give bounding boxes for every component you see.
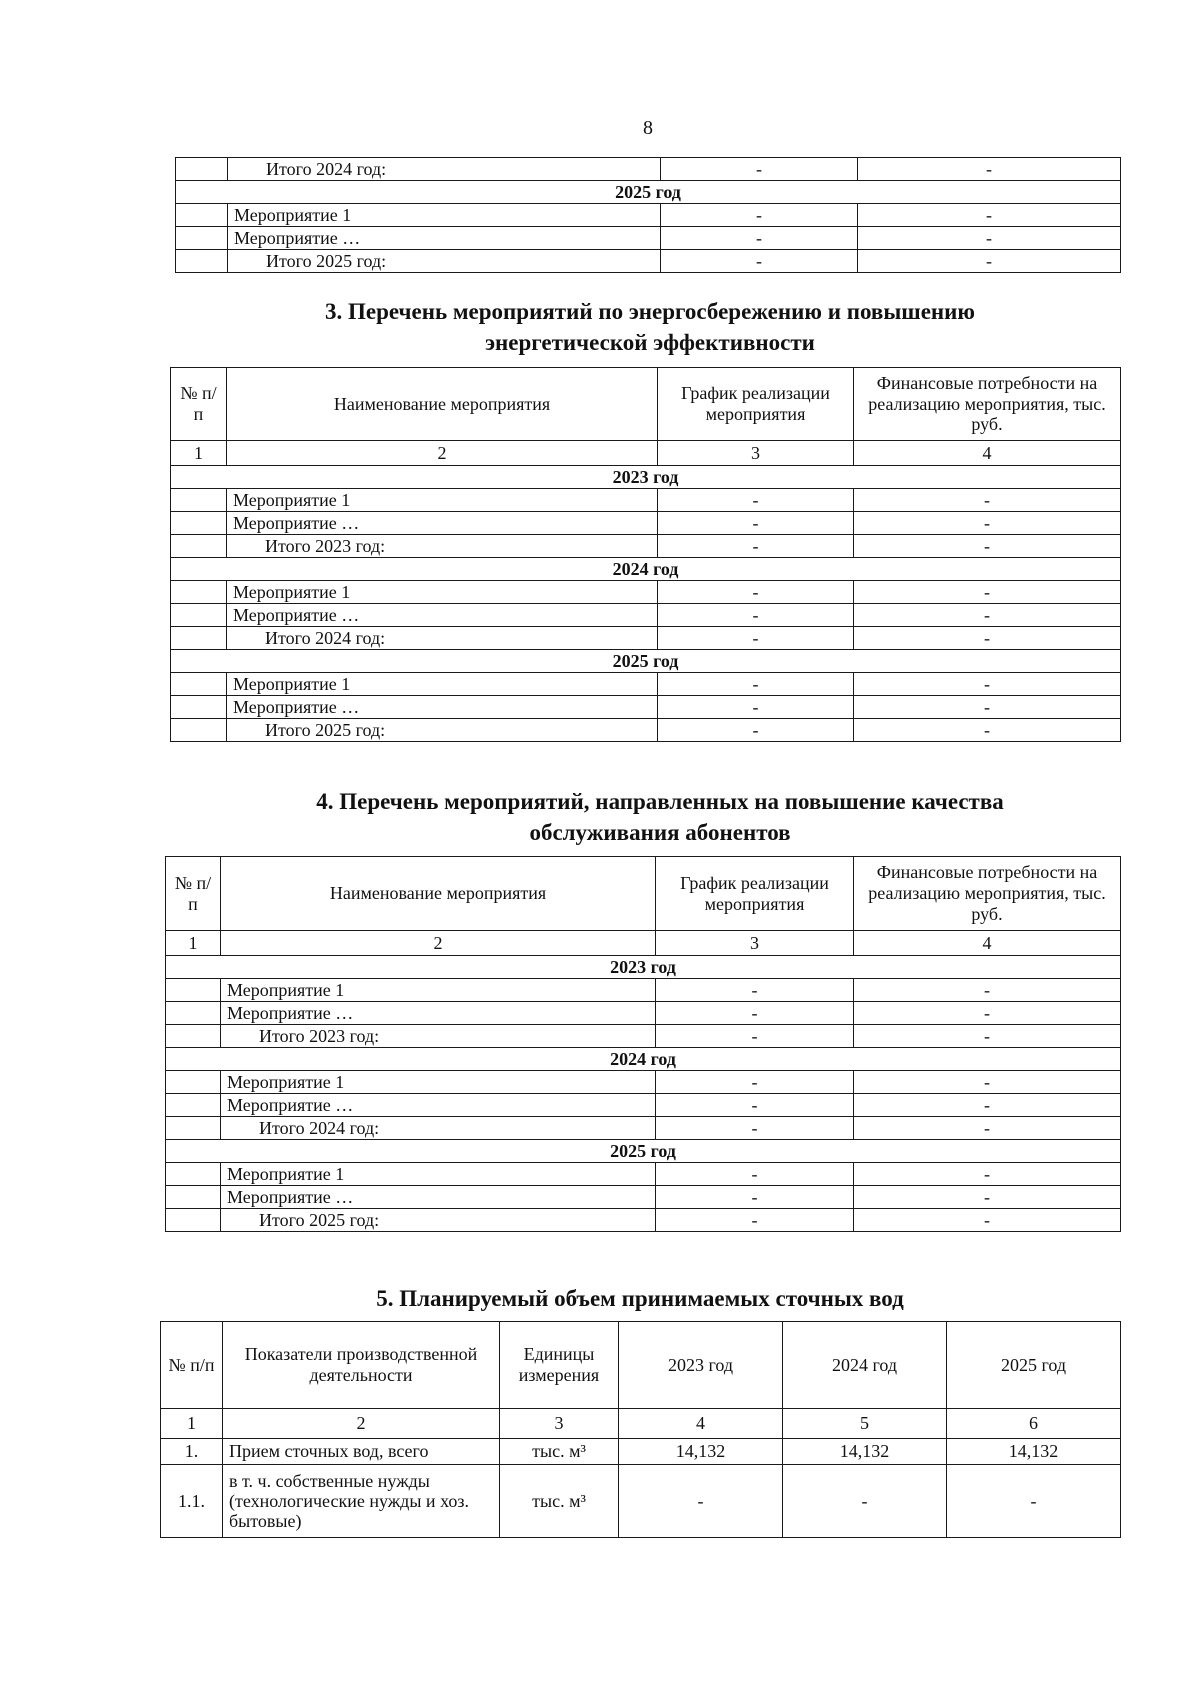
row-number-cell [166, 1071, 221, 1094]
table-row [171, 512, 1121, 535]
row-number-cell [176, 250, 228, 273]
table-row [166, 1163, 1121, 1186]
row-number-cell [166, 979, 221, 1002]
row-number-cell [166, 1117, 221, 1140]
s3-colnum-1: 1 [171, 441, 227, 466]
s5-row2-2023: - [619, 1465, 783, 1538]
finance-cell: - [854, 489, 1121, 512]
s5-row1-2025: 14,132 [947, 1439, 1121, 1465]
table-row [171, 489, 1121, 512]
finance-cell: - [854, 979, 1121, 1002]
schedule-cell: - [658, 535, 854, 558]
row-number-cell [171, 512, 227, 535]
schedule-cell: - [661, 204, 858, 227]
table-row [171, 581, 1121, 604]
schedule-cell: - [656, 1209, 854, 1232]
row-number-cell [166, 1025, 221, 1048]
event-name: Мероприятие 1 [221, 1071, 656, 1094]
event-name: Мероприятие 1 [227, 489, 658, 512]
row-number-cell [171, 719, 227, 742]
row-number-cell [171, 627, 227, 650]
row-number-cell [171, 489, 227, 512]
row-number-cell [171, 535, 227, 558]
table-row [166, 979, 1121, 1002]
s5-colnum-2: 2 [223, 1409, 500, 1439]
table-row [161, 1465, 1121, 1538]
total-label: Итого 2025 год: [221, 1209, 656, 1232]
schedule-cell: - [658, 719, 854, 742]
schedule-cell: - [661, 227, 858, 250]
finance-cell: - [854, 604, 1121, 627]
s5-header-indicator: Показатели производственной деятельности [223, 1322, 500, 1409]
section4-title-line1: 4. Перечень мероприятий, направленных на повышение качества [316, 789, 1004, 814]
s5-row1-unit: тыс. м³ [500, 1439, 619, 1465]
finance-cell: - [854, 581, 1121, 604]
s4-header-num: № п/п [166, 857, 221, 931]
s5-colnum-1: 1 [161, 1409, 223, 1439]
year-label: 2025 год [176, 181, 1121, 204]
table-row [171, 673, 1121, 696]
row-number-cell [166, 1209, 221, 1232]
event-name: Мероприятие … [221, 1094, 656, 1117]
s5-row2-unit: тыс. м³ [500, 1465, 619, 1538]
section3-table [170, 367, 1121, 742]
continuation-table [175, 157, 1121, 273]
s4-colnum-4: 4 [854, 931, 1121, 956]
total-label: Итого 2023 год: [227, 535, 658, 558]
year-row [171, 650, 1121, 673]
schedule-cell: - [658, 604, 854, 627]
schedule-cell: - [656, 979, 854, 1002]
total-label: Итого 2024 год: [221, 1117, 656, 1140]
finance-cell: - [854, 535, 1121, 558]
year-row [166, 1140, 1121, 1163]
s3-colnum-2: 2 [227, 441, 658, 466]
s3-header-schedule: График реализации мероприятия [658, 368, 854, 441]
total-label: Итого 2024 год: [227, 627, 658, 650]
year-row [171, 466, 1121, 489]
schedule-cell: - [658, 673, 854, 696]
finance-cell: - [854, 512, 1121, 535]
year-label: 2023 год [171, 466, 1121, 489]
s5-header-num: № п/п [161, 1322, 223, 1409]
schedule-cell: - [656, 1025, 854, 1048]
row-number-cell [176, 227, 228, 250]
row-number-cell [166, 1186, 221, 1209]
year-row [166, 956, 1121, 979]
finance-cell: - [854, 1094, 1121, 1117]
schedule-cell: - [661, 158, 858, 181]
finance-cell: - [854, 1209, 1121, 1232]
total-label: Итого 2025 год: [227, 719, 658, 742]
finance-cell: - [854, 1163, 1121, 1186]
s5-colnum-6: 6 [947, 1409, 1121, 1439]
table-row [166, 1071, 1121, 1094]
schedule-cell: - [661, 250, 858, 273]
schedule-cell: - [658, 581, 854, 604]
event-name: Мероприятие 1 [221, 979, 656, 1002]
table-row [166, 1094, 1121, 1117]
s4-header-finance: Финансовые потребности на реализацию мероприятия, тыс. руб. [854, 857, 1121, 931]
s5-header-unit: Единицы измерения [500, 1322, 619, 1409]
row-number-cell [171, 696, 227, 719]
event-name: Мероприятие … [227, 696, 658, 719]
event-name: Мероприятие 1 [227, 581, 658, 604]
year-label: 2024 год [171, 558, 1121, 581]
schedule-cell: - [658, 696, 854, 719]
finance-cell: - [854, 696, 1121, 719]
s5-row1-2023: 14,132 [619, 1439, 783, 1465]
s3-header-finance: Финансовые потребности на реализацию мероприятия, тыс. руб. [854, 368, 1121, 441]
total-label: Итого 2023 год: [221, 1025, 656, 1048]
event-name: Мероприятие 1 [227, 673, 658, 696]
finance-cell: - [854, 1117, 1121, 1140]
s3-colnum-4: 4 [854, 441, 1121, 466]
event-name: Мероприятие 1 [228, 204, 661, 227]
year-label: 2025 год [171, 650, 1121, 673]
row-number-cell [171, 581, 227, 604]
s3-header-num: № п/п [171, 368, 227, 441]
page-number-text: 8 [643, 117, 653, 139]
total-label: Итого 2025 год: [228, 250, 661, 273]
table-row [176, 204, 1121, 227]
schedule-cell: - [658, 627, 854, 650]
row-number-cell [171, 673, 227, 696]
total-label: Итого 2024 год: [228, 158, 661, 181]
total-row [176, 158, 1121, 181]
schedule-cell: - [656, 1002, 854, 1025]
section4-table [165, 856, 1121, 1232]
s5-row1-2024: 14,132 [783, 1439, 947, 1465]
finance-cell: - [858, 250, 1121, 273]
finance-cell: - [858, 158, 1121, 181]
section4-title [165, 786, 1155, 848]
s3-header-name: Наименование мероприятия [227, 368, 658, 441]
section3-title-line1: 3. Перечень мероприятий по энергосбережению и повышению [325, 299, 975, 324]
section4-title-line2: обслуживания абонентов [529, 820, 791, 846]
schedule-cell: - [658, 512, 854, 535]
total-row [171, 535, 1121, 558]
s5-row2-indicator: в т. ч. собственные нужды (технологические нужды и хоз. бытовые) [223, 1465, 500, 1538]
schedule-cell: - [656, 1186, 854, 1209]
finance-cell: - [854, 627, 1121, 650]
s4-header-schedule: График реализации мероприятия [656, 857, 854, 931]
row-number-cell [166, 1163, 221, 1186]
finance-cell: - [854, 1025, 1121, 1048]
schedule-cell: - [658, 489, 854, 512]
s4-header-name: Наименование мероприятия [221, 857, 656, 931]
event-name: Мероприятие … [228, 227, 661, 250]
finance-cell: - [854, 1002, 1121, 1025]
schedule-cell: - [656, 1163, 854, 1186]
year-label: 2023 год [166, 956, 1121, 979]
row-number-cell [166, 1002, 221, 1025]
year-row [176, 181, 1121, 204]
event-name: Мероприятие … [221, 1002, 656, 1025]
table-row [166, 1186, 1121, 1209]
event-name: Мероприятие … [227, 604, 658, 627]
row-number-cell [176, 204, 228, 227]
finance-cell: - [854, 1071, 1121, 1094]
finance-cell: - [858, 227, 1121, 250]
total-row [166, 1209, 1121, 1232]
finance-cell: - [854, 673, 1121, 696]
s5-colnum-5: 5 [783, 1409, 947, 1439]
year-row [171, 558, 1121, 581]
s5-header-2023: 2023 год [619, 1322, 783, 1409]
finance-cell: - [858, 204, 1121, 227]
section5-table [160, 1321, 1121, 1538]
row-number-cell [166, 1094, 221, 1117]
s5-row2-2025: - [947, 1465, 1121, 1538]
total-row [166, 1117, 1121, 1140]
year-row [166, 1048, 1121, 1071]
s5-colnum-3: 3 [500, 1409, 619, 1439]
s5-row2-num: 1.1. [161, 1465, 223, 1538]
table-row [161, 1439, 1121, 1465]
table-row [176, 227, 1121, 250]
event-name: Мероприятие 1 [221, 1163, 656, 1186]
s5-header-2024: 2024 год [783, 1322, 947, 1409]
table-row [166, 1002, 1121, 1025]
s5-row1-num: 1. [161, 1439, 223, 1465]
s5-row2-2024: - [783, 1465, 947, 1538]
s5-header-2025: 2025 год [947, 1322, 1121, 1409]
total-row [171, 627, 1121, 650]
event-name: Мероприятие … [227, 512, 658, 535]
section5-title: 5. Планируемый объем принимаемых сточных вод [376, 1286, 904, 1311]
total-row [166, 1025, 1121, 1048]
section3-title [170, 296, 1130, 358]
event-name: Мероприятие … [221, 1186, 656, 1209]
row-number-cell [176, 158, 228, 181]
schedule-cell: - [656, 1071, 854, 1094]
finance-cell: - [854, 719, 1121, 742]
s4-colnum-1: 1 [166, 931, 221, 956]
total-row [176, 250, 1121, 273]
section3-title-line2: энергетической эффективности [485, 330, 815, 356]
s4-colnum-3: 3 [656, 931, 854, 956]
table-row [171, 696, 1121, 719]
s3-colnum-3: 3 [658, 441, 854, 466]
year-label: 2025 год [166, 1140, 1121, 1163]
finance-cell: - [854, 1186, 1121, 1209]
schedule-cell: - [656, 1117, 854, 1140]
s5-row1-indicator: Прием сточных вод, всего [223, 1439, 500, 1465]
s5-colnum-4: 4 [619, 1409, 783, 1439]
schedule-cell: - [656, 1094, 854, 1117]
table-row [171, 604, 1121, 627]
year-label: 2024 год [166, 1048, 1121, 1071]
row-number-cell [171, 604, 227, 627]
s4-colnum-2: 2 [221, 931, 656, 956]
total-row [171, 719, 1121, 742]
